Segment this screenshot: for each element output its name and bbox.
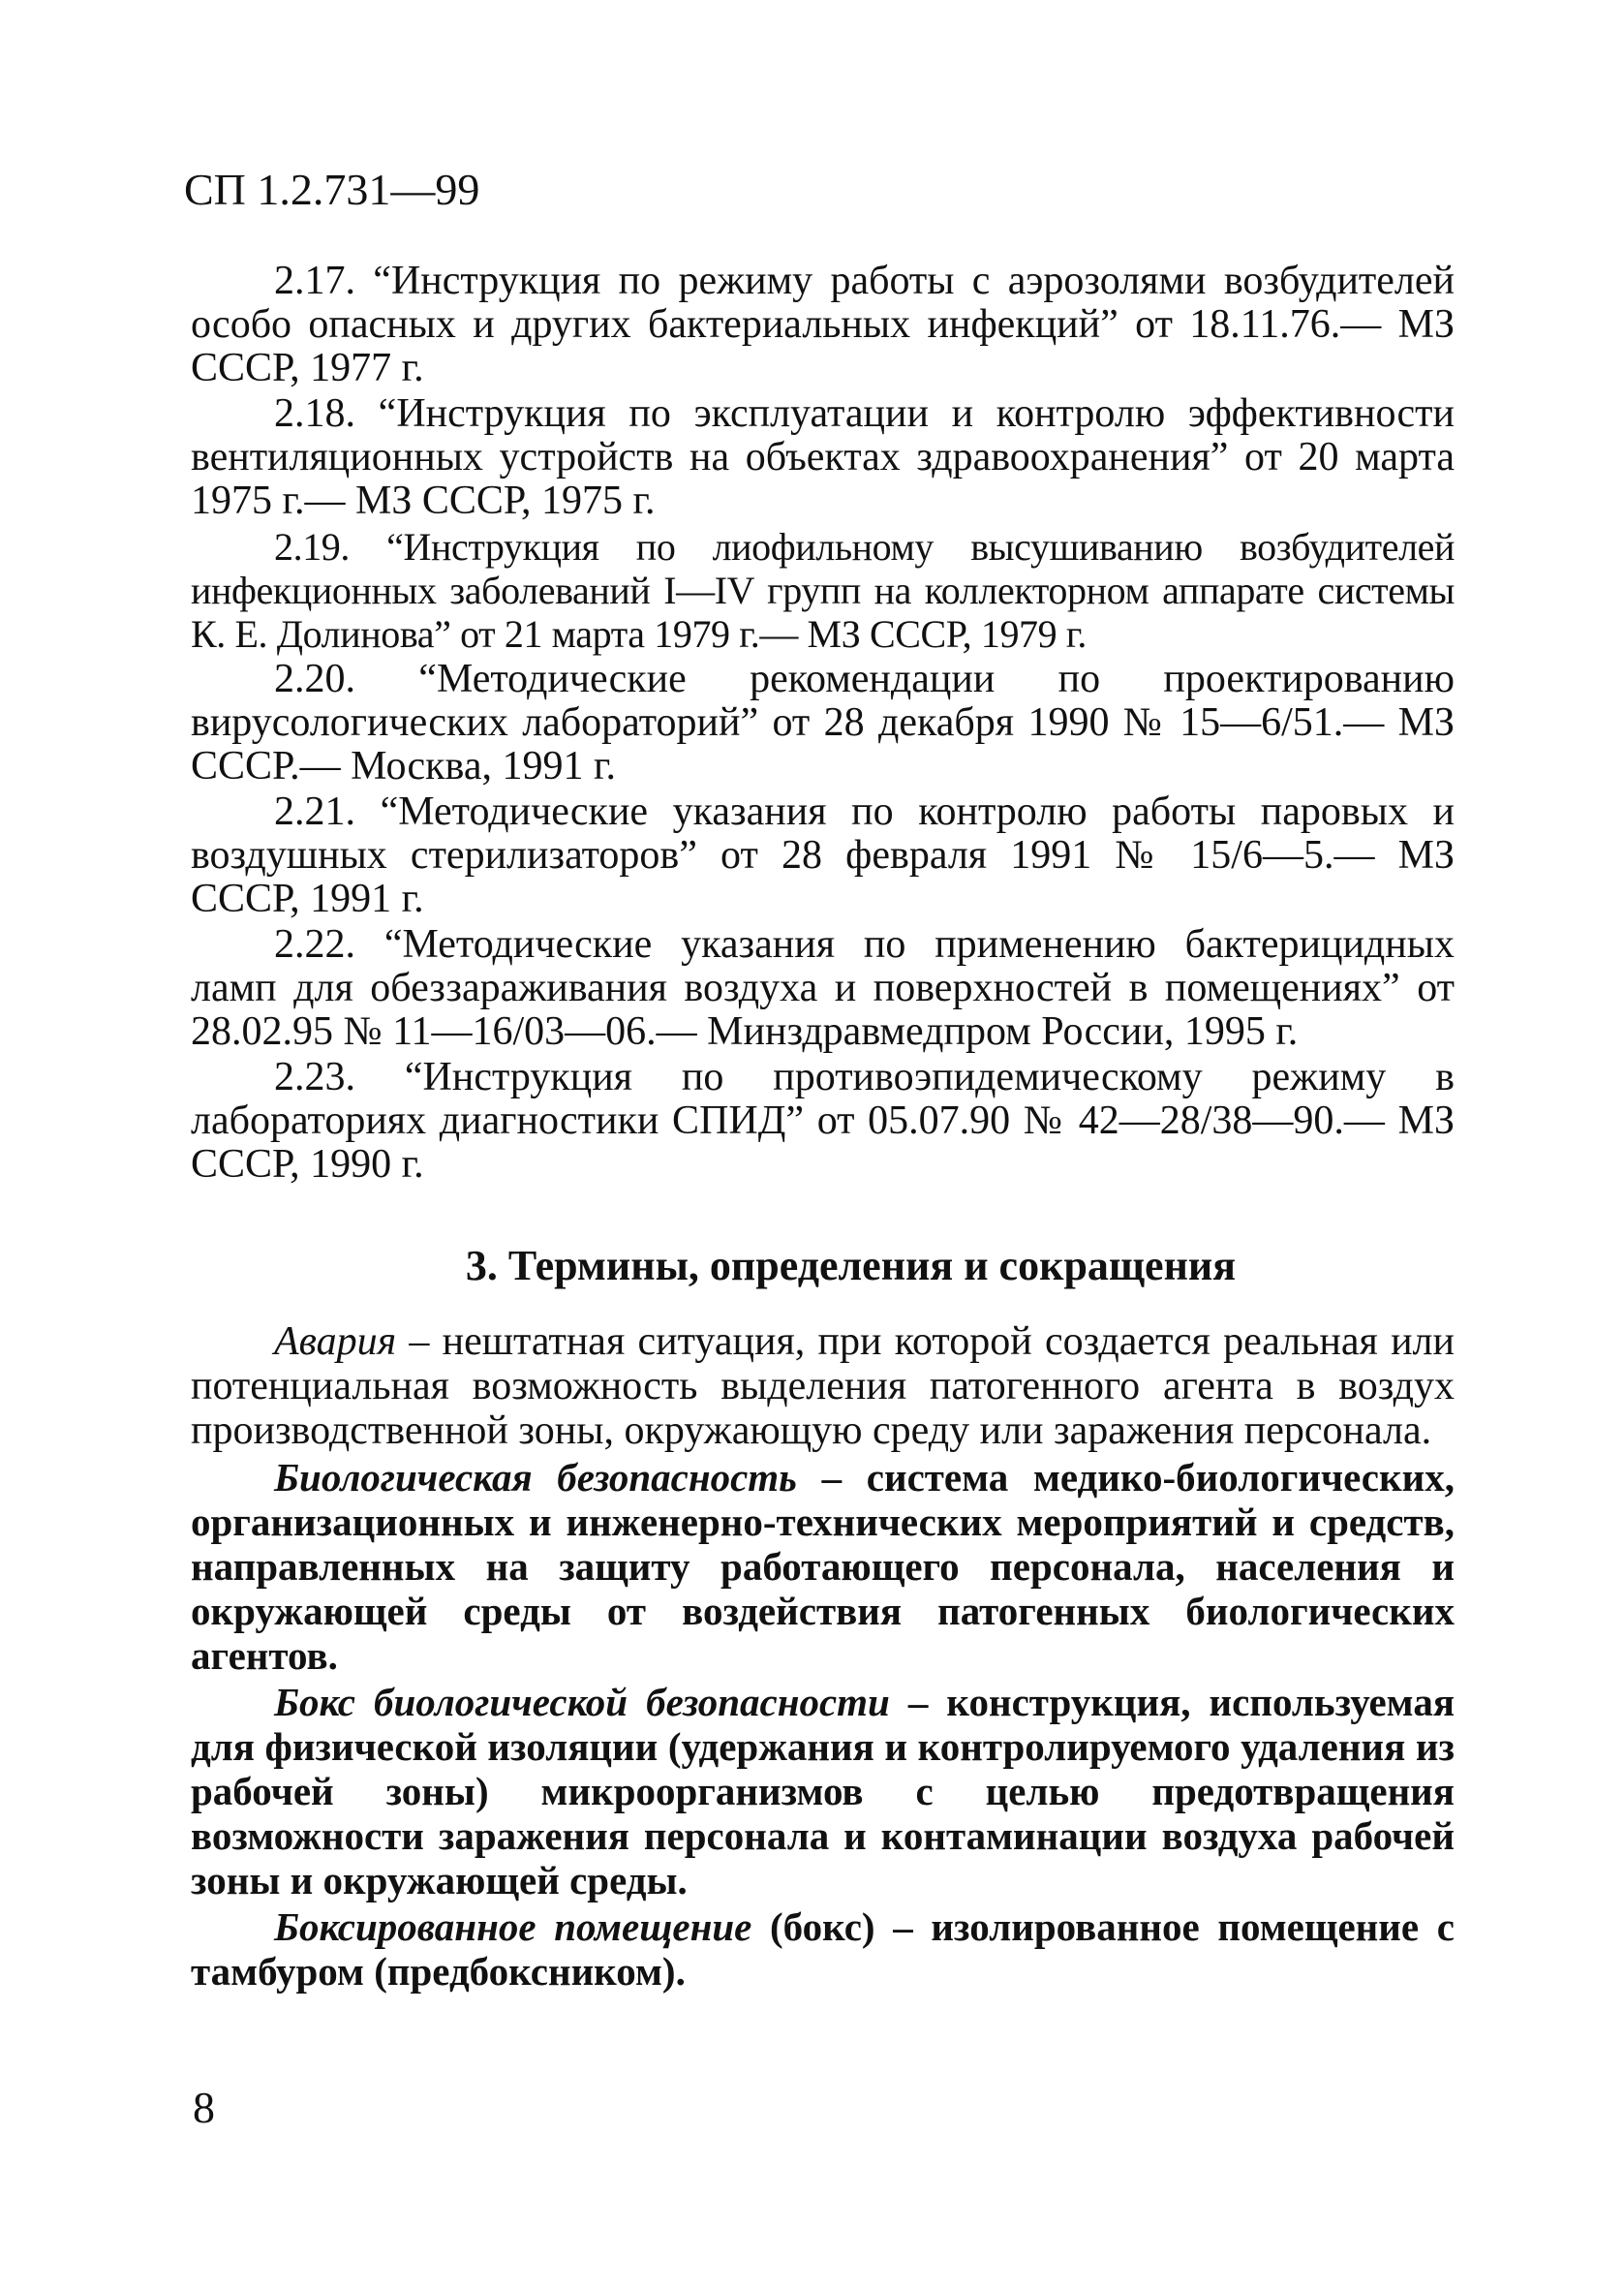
definition-item [191,1680,1455,1902]
reference-item: 2.17. “Инструкция по режиму работы с аэрозолями возбудителей особо опасных и других бактериальных инфекций” от 18.11.76.— МЗ СССР, 1977 г. [191,259,1455,390]
definition-item [191,1319,1455,1453]
reference-item: 2.21. “Методические указания по контролю работы паровых и воздушных стерилизаторов” от 28 февраля 1991 № 15/6—5.— МЗ СССР, 1991 г. [191,789,1455,921]
reference-item: 2.22. “Методические указания по применению бактерицидных ламп для обеззараживания воздуха и поверхностей в помещениях” от 28.02.95 № 11—16/03—06.— Минздравмедпром России, 1995 г. [191,922,1455,1054]
definition-text: – нештатная ситуация, при которой создается реальная или потенциальная возможность выделения патогенного агента в воздух производственной зоны, окружающую среду или заражения персонала. [191,1319,1455,1453]
reference-item: 2.19. “Инструкция по лиофильному высушиванию возбудителей инфекционных заболеваний I—IV групп на коллекторном аппарате системы К. Е. Долинова” от 21 марта 1979 г.— МЗ СССР, 1979 г. [191,525,1455,656]
reference-item: 2.23. “Инструкция по противоэпидемическому режиму в лабораториях диагностики СПИД” от 05.07.90 № 42—28/38—90.— МЗ СССР, 1990 г. [191,1055,1455,1187]
definitions-list [191,1319,1455,1995]
definition-term: Боксированное помещение [274,1904,752,1949]
page-number: 8 [193,2083,215,2132]
definition-term: Бокс биологической безопасности [274,1680,890,1724]
document-code: СП 1.2.731—99 [184,165,480,214]
definition-text: (бокс) – изолированное помещение с тамбуром (предбоксником). [191,1904,1455,1994]
definition-text: – система медико-биологических, организационных и инженерно-технических мероприятий и средств, направленных на защиту работающего персонала, населения и окружающей среды от воздействия патогенных биологических агентов. [191,1455,1455,1678]
definition-item [191,1455,1455,1678]
reference-item: 2.18. “Инструкция по эксплуатации и контролю эффективности вентиляционных устройств на объектах здравоохранения” от 20 марта 1975 г.— МЗ СССР, 1975 г. [191,391,1455,523]
definition-term: Биологическая безопасность [274,1455,797,1500]
section-heading: 3. Термины, определения и сокращения [465,1242,1237,1289]
definition-item [191,1904,1455,1994]
definition-text: – конструкция, используемая для физической изоляции (удержания и контролируемого удаления из рабочей зоны) микроорганизмов с целью предотвращения возможности заражения персонала и контаминации воздуха рабочей зоны и окружающей среды. [191,1680,1455,1902]
reference-list [191,260,1455,1189]
reference-item: 2.20. “Методические рекомендации по проектированию вирусологических лабораторий” от 28 декабря 1990 № 15—6/51.— МЗ СССР.— Москва, 1991 г. [191,657,1455,789]
definition-term: Авария [274,1319,397,1364]
